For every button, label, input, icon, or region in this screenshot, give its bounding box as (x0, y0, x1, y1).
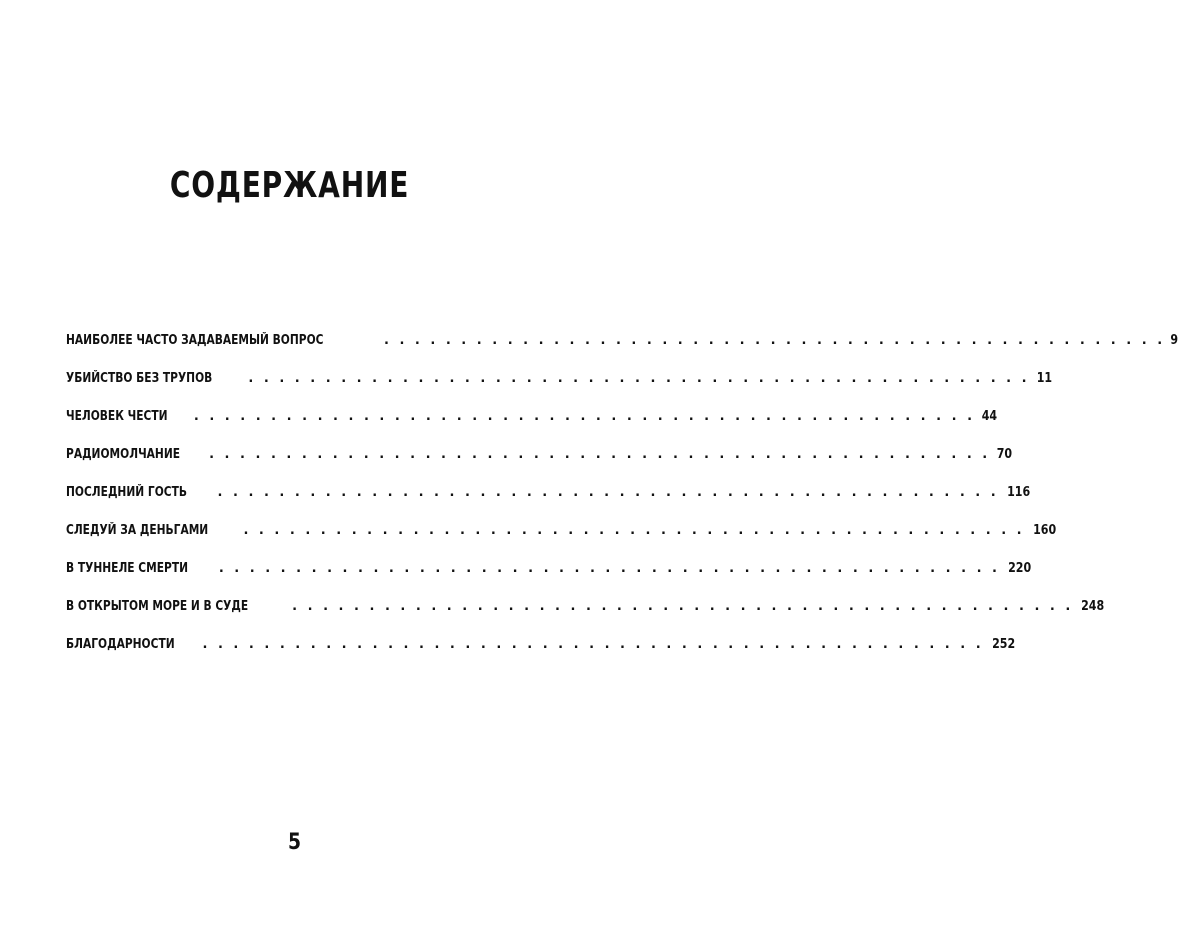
toc-entry-page: 9 (1170, 333, 1178, 348)
toc-leader-dots: . . . . . . . . . . . . . . . . . . . . . . . . . . . . . . . . . . . . . . . . . . . . . . . . . . . (292, 599, 1074, 614)
page-title: СОДЕРЖАНИЕ (169, 165, 410, 207)
toc-entry[interactable] (66, 634, 1015, 672)
toc-leader-dots: . . . . . . . . . . . . . . . . . . . . . . . . . . . . . . . . . . . . . . . . . . . . . . . . . . . (217, 485, 999, 500)
toc-entry-page: 44 (981, 409, 998, 424)
toc-entry-title: БЛАГОДАРНОСТИ (66, 637, 175, 652)
toc-leader-dots: . . . . . . . . . . . . . . . . . . . . . . . . . . . . . . . . . . . . . . . . . . . . . . . . . . . (248, 371, 1030, 386)
toc-entry-title: НАИБОЛЕЕ ЧАСТО ЗАДАВАЕМЫЙ ВОПРОС (66, 333, 324, 348)
toc-entry-title: УБИЙСТВО БЕЗ ТРУПОВ (66, 371, 213, 386)
toc-entry[interactable] (66, 558, 1032, 596)
toc-entry-title: ЧЕЛОВЕК ЧЕСТИ (66, 409, 168, 424)
toc-entry[interactable] (66, 520, 1056, 558)
toc-entry[interactable] (66, 368, 1052, 406)
toc-entry-title: СЛЕДУЙ ЗА ДЕНЬГАМИ (66, 523, 209, 538)
toc-entry[interactable] (66, 482, 1030, 520)
toc-entry[interactable] (66, 596, 1105, 634)
toc-entry-page: 252 (991, 637, 1015, 652)
toc-entry-page: 70 (996, 447, 1013, 462)
toc-leader-dots: . . . . . . . . . . . . . . . . . . . . . . . . . . . . . . . . . . . . . . . . . . . . . . . . . . . (209, 447, 991, 462)
toc-leader-dots: . . . . . . . . . . . . . . . . . . . . . . . . . . . . . . . . . . . . . . . . . . . . . . . . . . . (383, 333, 1166, 348)
toc-entry-page: 116 (1006, 485, 1030, 500)
toc-entry-page: 11 (1036, 371, 1052, 386)
toc-entry-page: 160 (1032, 523, 1056, 538)
toc-entry[interactable] (66, 330, 1178, 368)
toc-leader-dots: . . . . . . . . . . . . . . . . . . . . . . . . . . . . . . . . . . . . . . . . . . . . . . . . . . . (218, 561, 1000, 576)
table-of-contents (66, 330, 1178, 672)
toc-leader-dots: . . . . . . . . . . . . . . . . . . . . . . . . . . . . . . . . . . . . . . . . . . . . . . . . . . . (193, 409, 976, 424)
toc-leader-dots: . . . . . . . . . . . . . . . . . . . . . . . . . . . . . . . . . . . . . . . . . . . . . . . . . . . (202, 637, 984, 652)
toc-entry-title: В ТУННЕЛЕ СМЕРТИ (66, 561, 189, 576)
toc-entry-page: 220 (1008, 561, 1032, 576)
page-number: 5 (287, 830, 302, 855)
toc-entry-page: 248 (1081, 599, 1105, 614)
toc-entry[interactable] (66, 406, 998, 444)
toc-entry-title: ПОСЛЕДНИЙ ГОСТЬ (66, 485, 187, 500)
toc-entry-title: В ОТКРЫТОМ МОРЕ И В СУДЕ (66, 599, 249, 614)
toc-leader-dots: . . . . . . . . . . . . . . . . . . . . . . . . . . . . . . . . . . . . . . . . . . . . . . . . . . . (243, 523, 1025, 538)
toc-entry-title: РАДИОМОЛЧАНИЕ (66, 447, 181, 462)
toc-entry[interactable] (66, 444, 1013, 482)
